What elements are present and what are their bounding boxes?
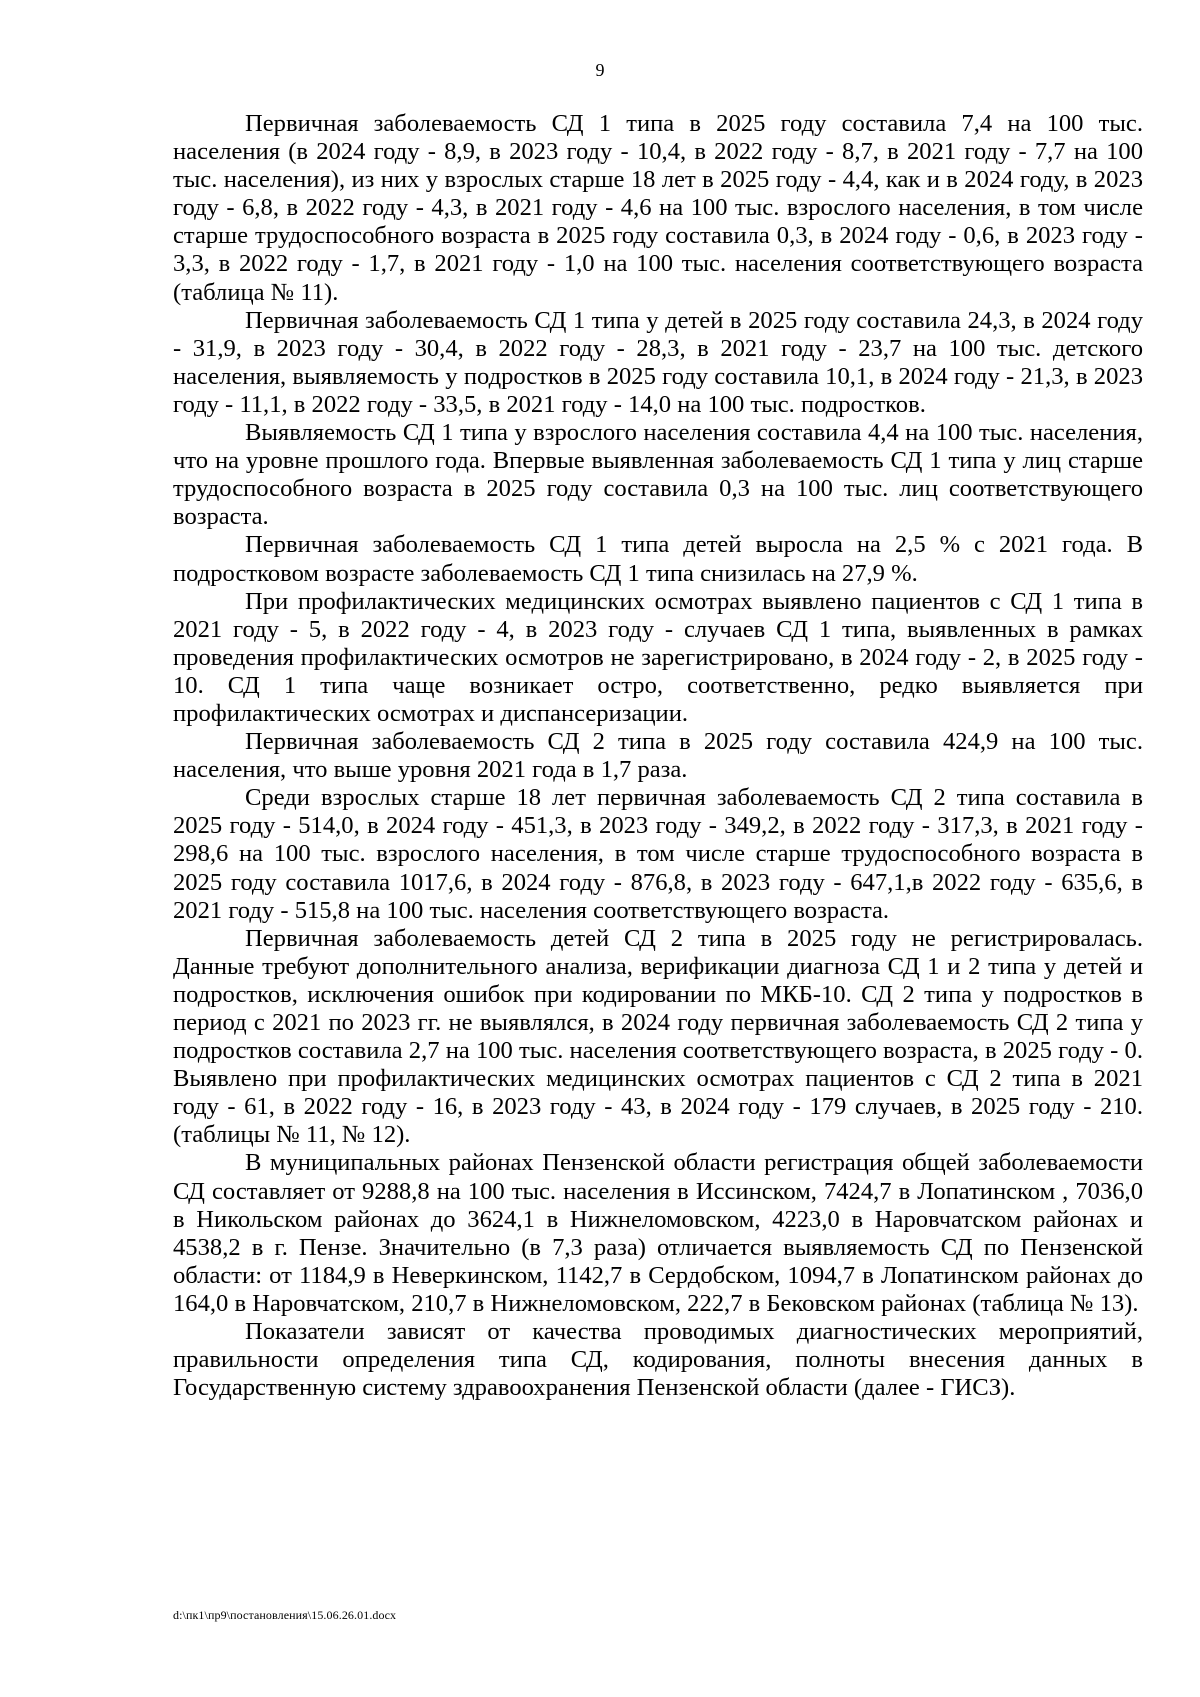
document-body	[173, 110, 1143, 1402]
paragraph-indicators: Показатели зависят от качества проводимых диагностических мероприятий, правильности определения типа СД, кодирования, полноты внесения данных в Государственную систему здравоохранения Пензенской области (далее - ГИСЗ).	[173, 1318, 1143, 1402]
page-number: 9	[595, 60, 605, 80]
paragraph-sd2-children: Первичная заболеваемость детей СД 2 типа в 2025 году не регистрировалась. Данные требуют дополнительного анализа, верификации диагноза СД 1 и 2 типа у детей и подростков, исключения ошибок при кодировании по МКБ-10. СД 2 типа у подростков в период с 2021 по 2023 гг. не выявлялся, в 2024 году первичная заболеваемость СД 2 типа у подростков составила 2,7 на 100 тыс. населения соответствующего возраста, в 2025 году - 0. Выявлено при профилактических медицинских осмотрах пациентов с СД 2 типа в 2021 году - 61, в 2022 году - 16, в 2023 году - 43, в 2024 году - 179 случаев, в 2025 году - 210. (таблицы № 11, № 12).	[173, 924, 1143, 1149]
paragraph-sd1-primary-incidence: Первичная заболеваемость СД 1 типа в 2025 году составила 7,4 на 100 тыс. населения (в 2024 году - 8,9, в 2023 году - 10,4, в 2022 году - 8,7, в 2021 году - 7,7 на 100 тыс. населения), из них у взрослых старше 18 лет в 2025 году - 4,4, как и в 2024 году, в 2023 году - 6,8, в 2022 году - 4,3, в 2021 году - 4,6 на 100 тыс. взрослого населения, в том числе старше трудоспособного возраста в 2025 году составила 0,3, в 2024 году - 0,6, в 2023 году - 3,3, в 2022 году - 1,7, в 2021 году - 1,0 на 100 тыс. населения соответствующего возраста (таблица № 11).	[173, 110, 1143, 306]
paragraph-districts: В муниципальных районах Пензенской области регистрация общей заболеваемости СД составляет от 9288,8 на 100 тыс. населения в Иссинском, 7424,7 в Лопатинском , 7036,0 в Никольском районах до 3624,1 в Нижнеломовском, 4223,0 в Наровчатском районах и 4538,2 в г. Пензе. Значительно (в 7,3 раза) отличается выявляемость СД по Пензенской области: от 1184,9 в Неверкинском, 1142,7 в Сердобском, 1094,7 в Лопатинском районах до 164,0 в Наровчатском, 210,7 в Нижнеломовском, 222,7 в Бековском районах (таблица № 13).	[173, 1149, 1143, 1317]
paragraph-sd1-preventive-exams: При профилактических медицинских осмотрах выявлено пациентов с СД 1 типа в 2021 году - 5, в 2022 году - 4, в 2023 году - случаев СД 1 типа, выявленных в рамках проведения профилактических осмотров не зарегистрировано, в 2024 году - 2, в 2025 году - 10. СД 1 типа чаще возникает остро, соответственно, редко выявляется при профилактических осмотрах и диспансеризации.	[173, 587, 1143, 727]
paragraph-sd2-primary-incidence: Первичная заболеваемость СД 2 типа в 2025 году составила 424,9 на 100 тыс. населения, что выше уровня 2021 года в 1,7 раза.	[173, 728, 1143, 784]
paragraph-sd1-adult-detection: Выявляемость СД 1 типа у взрослого населения составила 4,4 на 100 тыс. населения, что на уровне прошлого года. Впервые выявленная заболеваемость СД 1 типа у лиц старше трудоспособного возраста в 2025 году составила 0,3 на 100 тыс. лиц соответствующего возраста.	[173, 419, 1143, 531]
paragraph-sd1-children: Первичная заболеваемость СД 1 типа у детей в 2025 году составила 24,3, в 2024 году - 31,9, в 2023 году - 30,4, в 2022 году - 28,3, в 2021 году - 23,7 на 100 тыс. детского населения, выявляемость у подростков в 2025 году составила 10,1, в 2024 году - 21,3, в 2023 году - 11,1, в 2022 году - 33,5, в 2021 году - 14,0 на 100 тыс. подростков.	[173, 306, 1143, 418]
footer-file-path: d:\пк1\пр9\постановления\15.06.26.01.docx	[173, 1608, 397, 1622]
paragraph-sd2-adults: Среди взрослых старше 18 лет первичная заболеваемость СД 2 типа составила в 2025 году - 514,0, в 2024 году - 451,3, в 2023 году - 349,2, в 2022 году - 317,3, в 2021 году - 298,6 на 100 тыс. взрослого населения, в том числе старше трудоспособного возраста в 2025 году составила 1017,6, в 2024 году - 876,8, в 2023 году - 647,1,в 2022 году - 635,6, в 2021 году - 515,8 на 100 тыс. населения соответствующего возраста.	[173, 784, 1143, 924]
paragraph-sd1-children-growth: Первичная заболеваемость СД 1 типа детей выросла на 2,5 % с 2021 года. В подростковом возрасте заболеваемость СД 1 типа снизилась на 27,9 %.	[173, 531, 1143, 587]
